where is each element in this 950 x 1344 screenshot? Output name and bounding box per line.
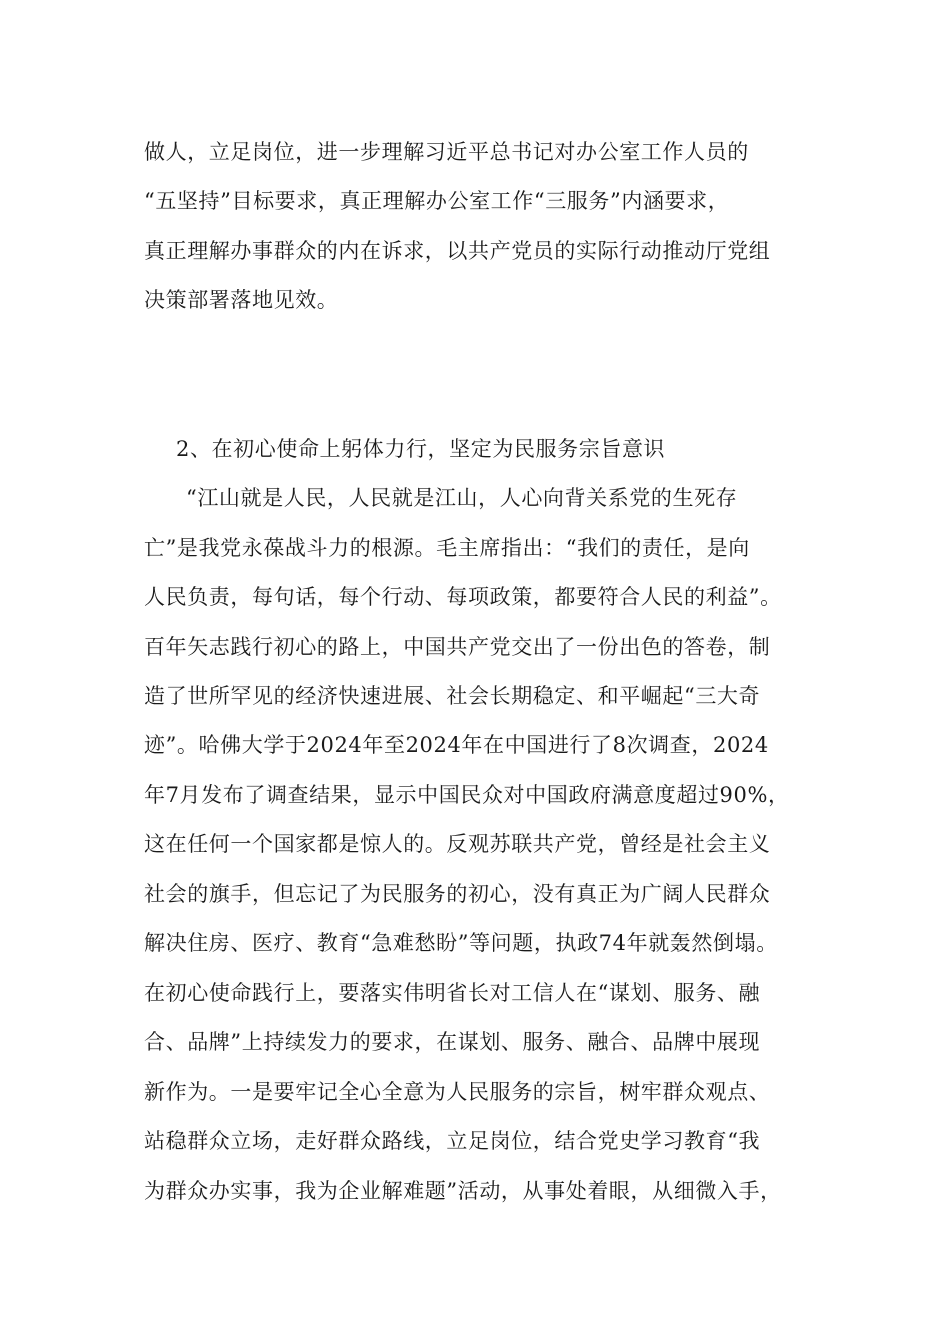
paragraph2-line-1: “江山就是人民，人民就是江山，人心向背关系党的生死存: [186, 486, 738, 510]
paragraph2-line-9: 社会的旗手，但忘记了为民服务的初心，没有真正为广阔人民群众: [144, 882, 771, 906]
paragraph2-line-15: 为群众办实事，我为企业解难题”活动，从事处着眼，从细微入手，: [144, 1179, 782, 1203]
paragraph2-line-11: 在初心使命践行上，要落实伟明省长对工信人在“谋划、服务、融: [144, 981, 761, 1005]
section-heading: 2、在初心使命上躬体力行，坚定为民服务宗旨意识: [176, 437, 666, 461]
paragraph2-line-8: 这在任何一个国家都是惊人的。反观苏联共产党，曾经是社会主义: [144, 832, 771, 856]
paragraph1-line-1: 做人，立足岗位，进一步理解习近平总书记对办公室工作人员的: [144, 140, 749, 164]
paragraph2-line-12: 合、品牌”上持续发力的要求，在谋划、服务、融合、品牌中展现: [144, 1030, 761, 1054]
paragraph2-line-5: 造了世所罕见的经济快速进展、社会长期稳定、和平崛起“三大奇: [144, 684, 761, 708]
paragraph2-line-2: 亡”是我党永葆战斗力的根源。毛主席指出：“我们的责任，是向: [144, 536, 750, 560]
paragraph2-line-13: 新作为。一是要牢记全心全意为人民服务的宗旨，树牢群众观点、: [144, 1080, 771, 1104]
paragraph2-line-4: 百年矢志践行初心的路上，中国共产党交出了一份出色的答卷，制: [144, 635, 771, 659]
paragraph1-line-4: 决策部署落地见效。: [144, 288, 339, 312]
paragraph1-line-3: 真正理解办事群众的内在诉求，以共产党员的实际行动推动厅党组: [144, 239, 771, 263]
paragraph2-line-6: 迹”。哈佛大学于2024年至2024年在中国进行了8次调查，2024: [144, 733, 769, 757]
paragraph2-line-14: 站稳群众立场，走好群众路线，立足岗位，结合党史学习教育“我: [144, 1129, 761, 1153]
paragraph2-line-10: 解决住房、医疗、教育“急难愁盼”等问题，执政74年就轰然倒塌。: [144, 931, 778, 955]
paragraph2-line-7: 年7月发布了调查结果，显示中国民众对中国政府满意度超过90%，: [144, 783, 790, 807]
paragraph2-line-3: 人民负责，每句话，每个行动、每项政策，都要符合人民的利益”。: [144, 585, 782, 609]
paragraph1-line-2: “五坚持”目标要求，真正理解办公室工作“三服务”内涵要求，: [144, 189, 730, 213]
